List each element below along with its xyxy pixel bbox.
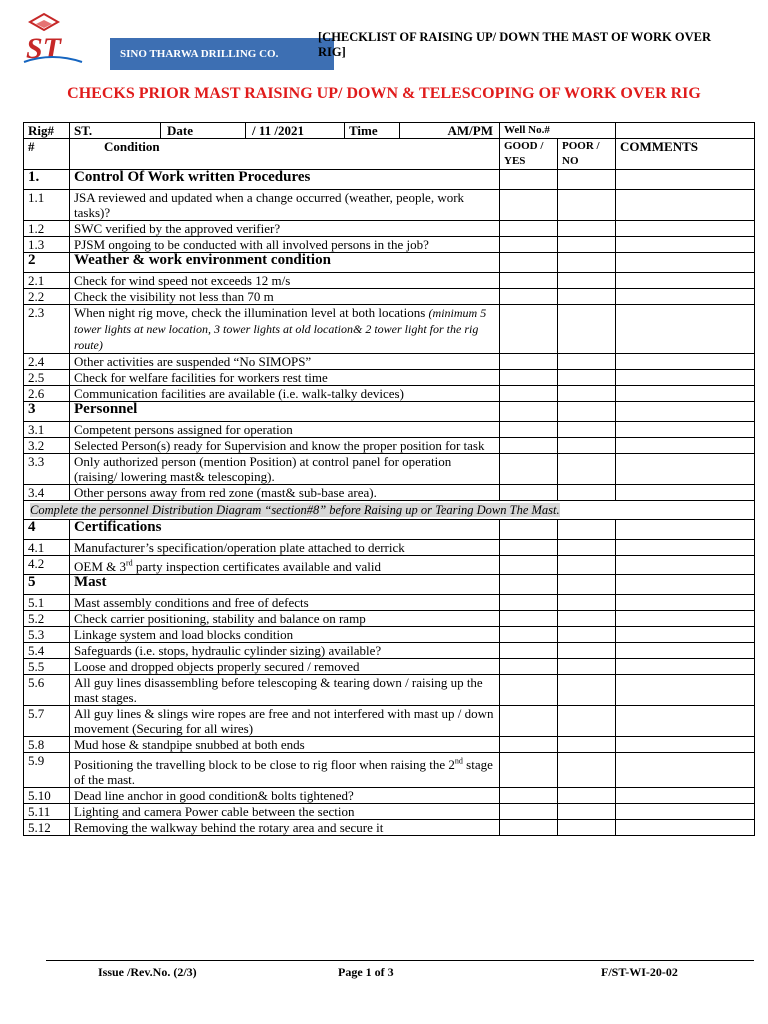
comments-cell[interactable] bbox=[616, 659, 755, 675]
item-number: 2.5 bbox=[24, 370, 70, 386]
item-number: 3.4 bbox=[24, 485, 70, 501]
section-number: 5 bbox=[24, 575, 70, 595]
item-number: 5.11 bbox=[24, 803, 70, 819]
good-checkbox-cell[interactable] bbox=[500, 643, 558, 659]
item-condition bbox=[70, 556, 500, 575]
poor-checkbox-cell[interactable] bbox=[558, 438, 616, 454]
checklist-table bbox=[23, 122, 755, 836]
item-condition bbox=[70, 370, 500, 386]
good-checkbox-cell[interactable] bbox=[500, 370, 558, 386]
item-number: 2.6 bbox=[24, 386, 70, 402]
item-number: 3.1 bbox=[24, 422, 70, 438]
poor-checkbox-cell[interactable] bbox=[558, 253, 616, 273]
poor-checkbox-cell[interactable] bbox=[558, 556, 616, 575]
comments-cell[interactable] bbox=[616, 289, 755, 305]
comments-cell[interactable] bbox=[616, 627, 755, 643]
comments-cell[interactable] bbox=[616, 485, 755, 501]
checklist-item-row bbox=[24, 386, 755, 402]
item-condition bbox=[70, 627, 500, 643]
comments-cell[interactable] bbox=[616, 370, 755, 386]
item-condition bbox=[70, 643, 500, 659]
poor-checkbox-cell[interactable] bbox=[558, 575, 616, 595]
item-text: OEM & 3rd party inspection certificates available and valid bbox=[74, 559, 382, 575]
item-condition bbox=[70, 706, 500, 737]
comments-cell[interactable] bbox=[616, 237, 755, 253]
item-condition bbox=[70, 422, 500, 438]
company-logo bbox=[22, 12, 92, 68]
date-label: Date bbox=[160, 123, 245, 138]
item-number: 5.1 bbox=[24, 595, 70, 611]
poor-checkbox-cell[interactable] bbox=[558, 354, 616, 370]
item-number: 5.5 bbox=[24, 659, 70, 675]
poor-checkbox-cell[interactable] bbox=[558, 611, 616, 627]
item-number: 3.2 bbox=[24, 438, 70, 454]
item-text: Other persons away from red zone (mast& sub-base area). bbox=[74, 485, 377, 500]
comments-cell[interactable] bbox=[616, 643, 755, 659]
section-header-row bbox=[24, 520, 755, 540]
comments-cell[interactable] bbox=[616, 611, 755, 627]
item-number: 5.10 bbox=[24, 787, 70, 803]
checklist-item-row bbox=[24, 273, 755, 289]
item-note: (minimum 5 tower lights at new location, 3 tower lights at old location& 2 tower light for the rig route) bbox=[74, 306, 487, 352]
well-no-field[interactable] bbox=[616, 123, 755, 139]
poor-checkbox-cell[interactable] bbox=[558, 273, 616, 289]
checklist-item-row bbox=[24, 706, 755, 737]
item-text: PJSM ongoing to be conducted with all involved persons in the job? bbox=[74, 237, 429, 252]
item-text: Competent persons assigned for operation bbox=[74, 422, 293, 437]
good-checkbox-cell[interactable] bbox=[500, 386, 558, 402]
item-text: All guy lines & slings wire ropes are free and not interfered with mast up / down movement (Securing for all wires) bbox=[74, 706, 494, 737]
item-text: Loose and dropped objects properly secured / removed bbox=[74, 659, 360, 675]
checklist-item-row bbox=[24, 305, 755, 354]
good-checkbox-cell[interactable] bbox=[500, 237, 558, 253]
good-checkbox-cell[interactable] bbox=[500, 627, 558, 643]
section-header-row bbox=[24, 575, 755, 595]
comments-cell[interactable] bbox=[616, 595, 755, 611]
item-condition bbox=[70, 787, 500, 803]
good-checkbox-cell[interactable] bbox=[500, 305, 558, 354]
section-footnote bbox=[24, 501, 755, 520]
rig-value[interactable]: ST. bbox=[74, 123, 93, 138]
comments-cell[interactable] bbox=[616, 354, 755, 370]
item-condition bbox=[70, 737, 500, 753]
poor-checkbox-cell[interactable] bbox=[558, 706, 616, 737]
col-comments-header: COMMENTS bbox=[616, 139, 755, 170]
checklist-item-row bbox=[24, 485, 755, 501]
poor-checkbox-cell[interactable] bbox=[558, 753, 616, 787]
item-number: 2.4 bbox=[24, 354, 70, 370]
item-number: 4.1 bbox=[24, 540, 70, 556]
poor-checkbox-cell[interactable] bbox=[558, 787, 616, 803]
footer-issue: Issue /Rev.No. (2/3) bbox=[98, 965, 197, 979]
item-condition bbox=[70, 595, 500, 611]
comments-cell[interactable] bbox=[616, 221, 755, 237]
col-good-header: GOOD / YES bbox=[500, 139, 558, 170]
item-text: JSA reviewed and updated when a change occurred (weather, people, work tasks)? bbox=[74, 190, 465, 220]
poor-checkbox-cell[interactable] bbox=[558, 675, 616, 706]
poor-checkbox-cell[interactable] bbox=[558, 803, 616, 819]
item-condition bbox=[70, 305, 500, 354]
section-number: 4 bbox=[24, 520, 70, 540]
checklist-item-row bbox=[24, 370, 755, 386]
good-checkbox-cell[interactable] bbox=[500, 520, 558, 540]
poor-checkbox-cell[interactable] bbox=[558, 237, 616, 253]
good-checkbox-cell[interactable] bbox=[500, 438, 558, 454]
section-title: Weather & work environment condition bbox=[70, 253, 500, 273]
item-condition bbox=[70, 221, 500, 237]
item-number: 5.6 bbox=[24, 675, 70, 706]
rig-label: Rig# bbox=[24, 123, 70, 139]
company-name-bar: SINO THARWA DRILLING CO. bbox=[110, 38, 334, 70]
section-title: Control Of Work written Procedures bbox=[70, 170, 500, 190]
main-heading: CHECKS PRIOR MAST RAISING UP/ DOWN & TELESCOPING OF WORK OVER RIG bbox=[67, 85, 701, 102]
page-footer bbox=[46, 960, 754, 979]
document-header bbox=[22, 10, 762, 70]
poor-checkbox-cell[interactable] bbox=[558, 221, 616, 237]
item-condition bbox=[70, 354, 500, 370]
poor-checkbox-cell[interactable] bbox=[558, 485, 616, 501]
good-checkbox-cell[interactable] bbox=[500, 422, 558, 438]
good-checkbox-cell[interactable] bbox=[500, 485, 558, 501]
checklist-item-row bbox=[24, 556, 755, 575]
item-number: 5.7 bbox=[24, 706, 70, 737]
item-text: Lighting and camera Power cable between the section bbox=[74, 803, 355, 819]
good-checkbox-cell[interactable] bbox=[500, 737, 558, 753]
item-text: Check the visibility not less than 70 m bbox=[74, 289, 274, 304]
item-number: 2.1 bbox=[24, 273, 70, 289]
comments-cell[interactable] bbox=[616, 422, 755, 438]
item-condition bbox=[70, 540, 500, 556]
item-condition bbox=[70, 753, 500, 787]
comments-cell[interactable] bbox=[616, 273, 755, 289]
item-number: 1.1 bbox=[24, 190, 70, 221]
checklist-item-row bbox=[24, 422, 755, 438]
item-number: 4.2 bbox=[24, 556, 70, 575]
checklist-item-row bbox=[24, 237, 755, 253]
poor-checkbox-cell[interactable] bbox=[558, 659, 616, 675]
item-number: 5.8 bbox=[24, 737, 70, 753]
checklist-item-row bbox=[24, 737, 755, 753]
item-text: Linkage system and load blocks condition bbox=[74, 627, 294, 643]
good-checkbox-cell[interactable] bbox=[500, 819, 558, 835]
comments-cell[interactable] bbox=[616, 819, 755, 835]
good-checkbox-cell[interactable] bbox=[500, 253, 558, 273]
item-number: 2.3 bbox=[24, 305, 70, 354]
comments-cell[interactable] bbox=[616, 575, 755, 595]
checklist-item-row bbox=[24, 659, 755, 675]
item-number: 5.2 bbox=[24, 611, 70, 627]
comments-cell[interactable] bbox=[616, 737, 755, 753]
item-number: 1.3 bbox=[24, 237, 70, 253]
comments-cell[interactable] bbox=[616, 386, 755, 402]
col-condition-header: Condition bbox=[70, 139, 500, 170]
good-checkbox-cell[interactable] bbox=[500, 540, 558, 556]
item-condition bbox=[70, 485, 500, 501]
comments-cell[interactable] bbox=[616, 540, 755, 556]
section-title: Mast bbox=[70, 575, 500, 595]
item-text: Safeguards (i.e. stops, hydraulic cylinder sizing) available? bbox=[74, 643, 382, 659]
item-condition bbox=[70, 675, 500, 706]
checklist-item-row bbox=[24, 787, 755, 803]
comments-cell[interactable] bbox=[616, 454, 755, 485]
comments-cell[interactable] bbox=[616, 305, 755, 354]
good-checkbox-cell[interactable] bbox=[500, 556, 558, 575]
item-condition bbox=[70, 438, 500, 454]
item-condition bbox=[70, 190, 500, 221]
item-number: 5.4 bbox=[24, 643, 70, 659]
section-title: Certifications bbox=[70, 520, 500, 540]
checklist-item-row bbox=[24, 753, 755, 787]
section-header-row bbox=[24, 253, 755, 273]
poor-checkbox-cell[interactable] bbox=[558, 643, 616, 659]
col-poor-header: POOR / NO bbox=[558, 139, 616, 170]
good-checkbox-cell[interactable] bbox=[500, 659, 558, 675]
checklist-item-row bbox=[24, 675, 755, 706]
section-number: 1. bbox=[24, 170, 70, 190]
item-text: Check for welfare facilities for workers rest time bbox=[74, 370, 328, 385]
column-header-row bbox=[24, 139, 755, 170]
item-text: SWC verified by the approved verifier? bbox=[74, 221, 281, 236]
poor-checkbox-cell[interactable] bbox=[558, 305, 616, 354]
item-number: 5.12 bbox=[24, 819, 70, 835]
item-condition bbox=[70, 273, 500, 289]
comments-cell[interactable] bbox=[616, 190, 755, 221]
poor-checkbox-cell[interactable] bbox=[558, 595, 616, 611]
comments-cell[interactable] bbox=[616, 753, 755, 787]
item-number: 5.9 bbox=[24, 753, 70, 787]
comments-cell[interactable] bbox=[616, 520, 755, 540]
comments-cell[interactable] bbox=[616, 787, 755, 803]
section-title: Personnel bbox=[70, 402, 500, 422]
poor-checkbox-cell[interactable] bbox=[558, 386, 616, 402]
item-condition bbox=[70, 454, 500, 485]
poor-checkbox-cell[interactable] bbox=[558, 289, 616, 305]
time-label: Time bbox=[344, 123, 399, 138]
good-checkbox-cell[interactable] bbox=[500, 753, 558, 787]
poor-checkbox-cell[interactable] bbox=[558, 190, 616, 221]
good-checkbox-cell[interactable] bbox=[500, 402, 558, 422]
section-number: 3 bbox=[24, 402, 70, 422]
item-condition bbox=[70, 819, 500, 835]
item-condition bbox=[70, 659, 500, 675]
checklist-item-row bbox=[24, 611, 755, 627]
good-checkbox-cell[interactable] bbox=[500, 706, 558, 737]
poor-checkbox-cell[interactable] bbox=[558, 819, 616, 835]
time-value[interactable]: AM/PM bbox=[399, 123, 499, 138]
good-checkbox-cell[interactable] bbox=[500, 221, 558, 237]
item-number: 5.3 bbox=[24, 627, 70, 643]
good-checkbox-cell[interactable] bbox=[500, 611, 558, 627]
comments-cell[interactable] bbox=[616, 438, 755, 454]
checklist-item-row bbox=[24, 221, 755, 237]
col-num-header: # bbox=[24, 139, 70, 170]
checklist-item-row bbox=[24, 438, 755, 454]
section-header-row bbox=[24, 170, 755, 190]
poor-checkbox-cell[interactable] bbox=[558, 454, 616, 485]
item-number: 3.3 bbox=[24, 454, 70, 485]
item-text: Only authorized person (mention Position) at control panel for operation (raising/ lowering mast& telescoping). bbox=[74, 454, 452, 484]
item-text: Mud hose & standpipe snubbed at both ends bbox=[74, 737, 305, 753]
comments-cell[interactable] bbox=[616, 170, 755, 190]
checklist-item-row bbox=[24, 540, 755, 556]
checklist-item-row bbox=[24, 289, 755, 305]
section-number: 2 bbox=[24, 253, 70, 273]
item-text: Check for wind speed not exceeds 12 m/s bbox=[74, 273, 291, 288]
svg-text:ST: ST bbox=[26, 32, 62, 65]
checklist-item-row bbox=[24, 595, 755, 611]
poor-checkbox-cell[interactable] bbox=[558, 540, 616, 556]
poor-checkbox-cell[interactable] bbox=[558, 422, 616, 438]
poor-checkbox-cell[interactable] bbox=[558, 170, 616, 190]
good-checkbox-cell[interactable] bbox=[500, 575, 558, 595]
good-checkbox-cell[interactable] bbox=[500, 273, 558, 289]
checklist-item-row bbox=[24, 190, 755, 221]
checklist-item-row bbox=[24, 354, 755, 370]
section-header-row bbox=[24, 402, 755, 422]
item-text: Dead line anchor in good condition& bolts tightened? bbox=[74, 787, 354, 803]
item-condition bbox=[70, 237, 500, 253]
footer-page: Page 1 of 3 bbox=[338, 965, 394, 979]
poor-checkbox-cell[interactable] bbox=[558, 737, 616, 753]
checklist-item-row bbox=[24, 803, 755, 819]
item-text: Removing the walkway behind the rotary area and secure it bbox=[74, 819, 384, 835]
comments-cell[interactable] bbox=[616, 803, 755, 819]
comments-cell[interactable] bbox=[616, 556, 755, 575]
poor-checkbox-cell[interactable] bbox=[558, 520, 616, 540]
item-text: Mast assembly conditions and free of defects bbox=[74, 595, 309, 611]
info-row bbox=[24, 123, 755, 139]
comments-cell[interactable] bbox=[616, 706, 755, 737]
good-checkbox-cell[interactable] bbox=[500, 675, 558, 706]
item-number: 2.2 bbox=[24, 289, 70, 305]
comments-cell[interactable] bbox=[616, 402, 755, 422]
item-text: Positioning the travelling block to be close to rig floor when raising the 2nd stage of the mast. bbox=[74, 756, 493, 787]
good-checkbox-cell[interactable] bbox=[500, 454, 558, 485]
comments-cell[interactable] bbox=[616, 253, 755, 273]
good-checkbox-cell[interactable] bbox=[500, 170, 558, 190]
item-text: When night rig move, check the illumination level at both locations bbox=[74, 305, 426, 320]
footer-form-no: F/ST-WI-20-02 bbox=[601, 965, 678, 979]
checklist-item-row bbox=[24, 627, 755, 643]
good-checkbox-cell[interactable] bbox=[500, 787, 558, 803]
well-no-label: Well No.# bbox=[500, 123, 616, 139]
item-condition bbox=[70, 386, 500, 402]
item-number: 1.2 bbox=[24, 221, 70, 237]
item-text: Manufacturer’s specification/operation plate attached to derrick bbox=[74, 540, 405, 555]
comments-cell[interactable] bbox=[616, 675, 755, 706]
good-checkbox-cell[interactable] bbox=[500, 190, 558, 221]
good-checkbox-cell[interactable] bbox=[500, 803, 558, 819]
poor-checkbox-cell[interactable] bbox=[558, 370, 616, 386]
poor-checkbox-cell[interactable] bbox=[558, 402, 616, 422]
good-checkbox-cell[interactable] bbox=[500, 354, 558, 370]
item-condition bbox=[70, 611, 500, 627]
poor-checkbox-cell[interactable] bbox=[558, 627, 616, 643]
date-value[interactable]: / 11 /2021 bbox=[245, 123, 344, 138]
item-text: Check carrier positioning, stability and balance on ramp bbox=[74, 611, 366, 627]
item-text: All guy lines disassembling before telescoping & tearing down / raising up the mast stages. bbox=[74, 675, 483, 706]
item-text: Communication facilities are available (i.e. walk-talky devices) bbox=[74, 386, 404, 401]
good-checkbox-cell[interactable] bbox=[500, 595, 558, 611]
section-footnote-row bbox=[24, 501, 755, 520]
checklist-item-row bbox=[24, 454, 755, 485]
section-footnote-text: Complete the personnel Distribution Diagram “section#8” before Raising up or Tearing Down The Mast. bbox=[30, 503, 560, 517]
item-text: Other activities are suspended “No SIMOPS” bbox=[74, 354, 312, 369]
document-title: [CHECKLIST OF RAISING UP/ DOWN THE MAST OF WORK OVER RIG] bbox=[318, 30, 711, 59]
good-checkbox-cell[interactable] bbox=[500, 289, 558, 305]
checklist-item-row bbox=[24, 643, 755, 659]
checklist-item-row bbox=[24, 819, 755, 835]
item-condition bbox=[70, 289, 500, 305]
item-text: Selected Person(s) ready for Supervision and know the proper position for task bbox=[74, 438, 485, 453]
item-condition bbox=[70, 803, 500, 819]
